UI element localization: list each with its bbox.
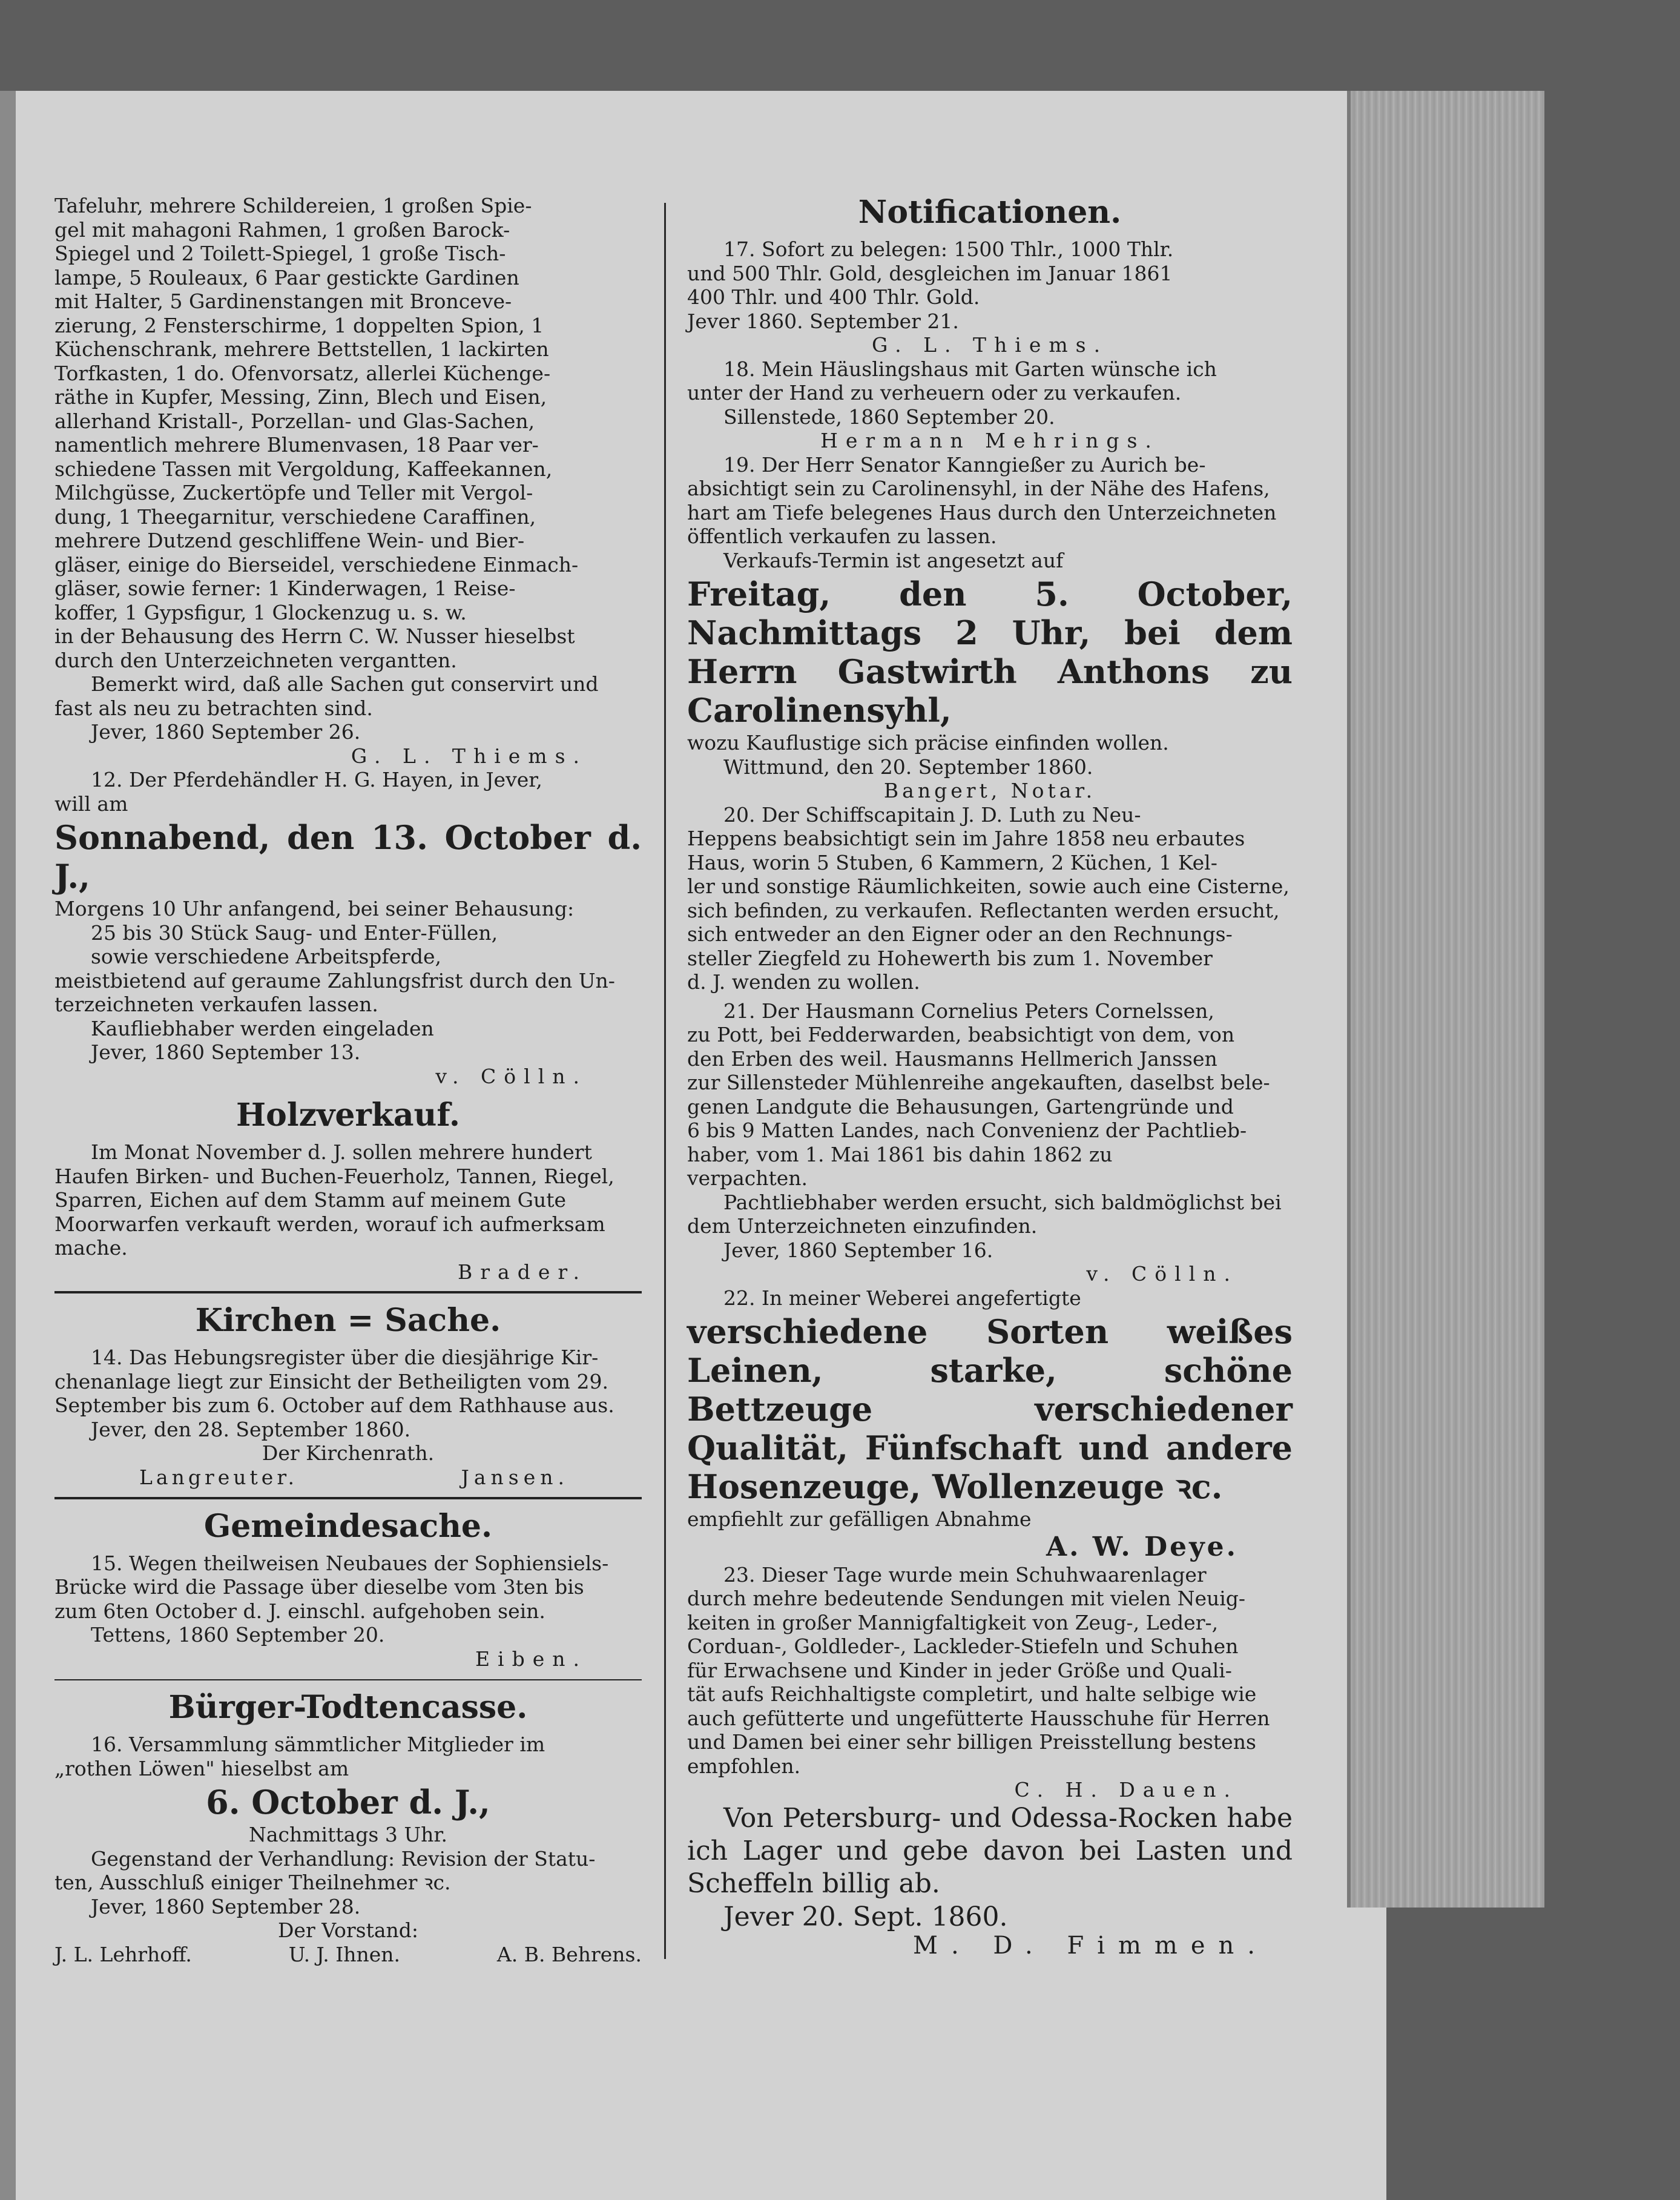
signature: Jansen. <box>461 1465 569 1489</box>
section-heading: Bürger-Todtencasse. <box>168 1689 528 1726</box>
text-line: Haus, worin 5 Stuben, 6 Kammern, 2 Küchen, 1 Kel- <box>687 850 1217 874</box>
text-line: zierung, 2 Fensterschirme, 1 doppelten Spion, 1 <box>54 313 544 337</box>
dateline: Jever, 1860 September 13. <box>91 1040 361 1064</box>
notice-20 <box>687 803 1293 994</box>
signature: G. L. Thiems. <box>351 744 587 768</box>
text-line: haber, vom 1. Mai 1861 bis dahin 1862 zu <box>687 1142 1113 1166</box>
text-line: 16. Versammlung sämmtlicher Mitglieder im <box>91 1733 545 1756</box>
signature-row <box>54 1465 642 1490</box>
section-rule <box>54 1291 642 1293</box>
right-column <box>687 194 1293 1958</box>
text-line: schiedene Tassen mit Vergoldung, Kaffeekannen, <box>54 457 553 481</box>
text-line: in der Behausung des Herrn C. W. Nusser hieselbst <box>54 624 575 648</box>
signature: M. D. Fimmen. <box>912 1931 1268 1960</box>
text-line: Gegenstand der Verhandlung: Revision der Statu- <box>91 1846 596 1871</box>
book-gutter <box>0 91 16 2200</box>
headline-date: Freitag, den 5. October, Nachmittags 2 Uhr, bei dem Herrn Gastwirth Anthons zu Carolinensyhl, <box>687 575 1293 730</box>
text-line: 17. Sofort zu belegen: 1500 Thlr., 1000 Thlr. <box>723 237 1174 261</box>
signature: A. W. Deye. <box>1046 1531 1238 1562</box>
text-line: Heppens beabsichtigt sein im Jahre 1858 neu erbautes <box>687 827 1245 850</box>
dateline: Jever, 1860 September 26. <box>91 720 361 744</box>
text-line: chenanlage liegt zur Einsicht der Betheiligten vom 29. <box>54 1369 608 1393</box>
text-line: mehrere Dutzend geschliffene Wein- und Bier- <box>54 529 525 552</box>
text-line: Verkaufs-Termin ist angesetzt auf <box>723 548 1064 572</box>
notice-22 <box>687 1286 1293 1563</box>
text-line: Der Vorstand: <box>277 1918 419 1942</box>
text-line: den Erben des weil. Hausmanns Hellmerich Janssen <box>687 1046 1217 1071</box>
text-line: steller Ziegfeld zu Hohewerth bis zum 1. November <box>687 946 1213 970</box>
signature-row <box>54 1943 642 1967</box>
text-line: Torfkasten, 1 do. Ofenvorsatz, allerlei Küchenge- <box>54 361 551 385</box>
text-line: keiten in großer Mannigfaltigkeit von Zeug-, Leder-, <box>687 1610 1219 1634</box>
text-line: 18. Mein Häuslingshaus mit Garten wünsche ich <box>723 357 1217 381</box>
section-rule <box>54 1497 642 1499</box>
text-line: Von Petersburg- und Odessa-Rocken habe ich Lager und gebe davon bei Lasten und Scheffeln billig ab. <box>687 1802 1293 1899</box>
signature: J. L. Lehrhoff. <box>54 1942 192 1966</box>
headline-products: verschiedene Sorten weißes Leinen, starke, schöne Bettzeuge verschiedener Qualität, Fünfschaft und andere Hosenzeuge, Wollenzeuge ꝛc. <box>687 1312 1293 1506</box>
text-line: 25 bis 30 Stück Saug- und Enter-Füllen, <box>91 920 498 945</box>
dateline: Tettens, 1860 September 20. <box>91 1623 385 1647</box>
text-line: Moorwarfen verkauft werden, worauf ich aufmerksam <box>54 1212 605 1236</box>
text-line: Corduan-, Goldleder-, Lackleder-Stiefeln und Schuhen <box>687 1634 1239 1658</box>
text-line: gläser, sowie ferner: 1 Kinderwagen, 1 Reise- <box>54 576 516 600</box>
text-line: sowie verschiedene Arbeitspferde, <box>91 945 442 968</box>
text-line: absichtigt sein zu Carolinensyhl, in der Nähe des Hafens, <box>687 477 1270 500</box>
text-line: empfohlen. <box>687 1754 801 1778</box>
text-line: 6 bis 9 Matten Landes, nach Convenienz der Pachtlieb- <box>687 1118 1247 1142</box>
text-line: 21. Der Hausmann Cornelius Peters Cornelssen, <box>723 999 1214 1023</box>
text-line: dung, 1 Theegarnitur, verschiedene Caraffinen, <box>54 504 536 529</box>
text-line: 23. Dieser Tage wurde mein Schuhwaarenlager <box>723 1562 1207 1587</box>
text-line: „rothen Löwen" hieselbst am <box>54 1756 349 1780</box>
text-line: 22. In meiner Weberei angefertigte <box>723 1286 1081 1310</box>
text-line: Spiegel und 2 Toilett-Spiegel, 1 große Tisch- <box>54 242 506 265</box>
text-line: gläser, einige do Bierseidel, verschiedene Einmach- <box>54 552 579 576</box>
text-line: und 500 Thlr. Gold, desgleichen im Januar 1861 <box>687 261 1173 285</box>
signature: C. H. Dauen. <box>1014 1778 1238 1802</box>
text-line: ten, Ausschluß einiger Theilnehmer ꝛc. <box>54 1871 451 1894</box>
text-line: sich befinden, zu verkaufen. Reflectanten werden ersucht, <box>687 898 1280 922</box>
text-line: Im Monat November d. J. sollen mehrere hundert <box>91 1140 592 1164</box>
text-line: tät aufs Reichhaltigste completirt, und halte selbige wie <box>687 1682 1257 1706</box>
text-line: verpachten. <box>687 1166 808 1190</box>
text-line: 19. Der Herr Senator Kanngießer zu Aurich be- <box>723 452 1206 477</box>
text-line: Morgens 10 Uhr anfangend, bei seiner Behausung: <box>54 897 575 920</box>
text-line: Küchenschrank, mehrere Bettstellen, 1 lackirten <box>54 337 549 361</box>
signature: Hermann Mehrings. <box>820 429 1159 452</box>
text-line: 400 Thlr. und 400 Thlr. Gold. <box>687 285 980 309</box>
text-line: d. J. wenden zu wollen. <box>687 970 920 994</box>
text-line: und Damen bei einer sehr billigen Preisstellung bestens <box>687 1730 1256 1754</box>
signature: Bangert, Notar. <box>883 779 1096 802</box>
text-line: mache. <box>54 1236 128 1260</box>
text-line: ler und sonstige Räumlichkeiten, sowie auch eine Cisterne, <box>687 874 1290 898</box>
text-line: Milchgüsse, Zuckertöpfe und Teller mit Vergol- <box>54 481 533 504</box>
text-line: sich entweder an den Eigner oder an den Rechnungs- <box>687 922 1233 946</box>
column-divider <box>664 203 666 1959</box>
text-line: Bemerkt wird, daß alle Sachen gut conservirt und <box>91 672 599 696</box>
dateline: Jever 1860. September 21. <box>687 309 959 333</box>
notice-18 <box>687 357 1293 453</box>
text-line: 15. Wegen theilweisen Neubaues der Sophiensiels- <box>91 1551 609 1575</box>
dateline: Wittmund, den 20. September 1860. <box>723 755 1093 779</box>
notice-16 <box>54 1689 642 1967</box>
text-line: dem Unterzeichneten einzufinden. <box>687 1214 1038 1238</box>
text-line: Pachtliebhaber werden ersucht, sich baldmöglichst bei <box>723 1190 1282 1214</box>
text-line: mit Halter, 5 Gardinenstangen mit Bronceve- <box>54 289 512 313</box>
text-line: gel mit mahagoni Rahmen, 1 großen Barock- <box>54 217 510 242</box>
signature: A. B. Behrens. <box>496 1942 642 1966</box>
text-line: für Erwachsene und Kinder in jeder Größe und Quali- <box>687 1658 1232 1682</box>
left-column <box>54 194 642 1967</box>
text-line: Kaufliebhaber werden eingeladen <box>91 1016 434 1040</box>
text-line: Haufen Birken- und Buchen-Feuerholz, Tannen, Riegel, <box>54 1164 614 1188</box>
section-heading: Notificationen. <box>858 194 1122 231</box>
signature: v. Cölln. <box>1086 1262 1238 1286</box>
dateline: Jever, 1860 September 28. <box>91 1894 361 1918</box>
signature: v. Cölln. <box>435 1064 587 1088</box>
section-heading: Holzverkauf. <box>236 1097 460 1134</box>
notice-19 <box>687 453 1293 803</box>
text-line: Der Kirchenrath. <box>262 1441 435 1465</box>
text-line: Nachmittags 3 Uhr. <box>248 1823 448 1846</box>
text-line: 20. Der Schiffscapitain J. D. Luth zu Neu- <box>723 802 1141 827</box>
dateline: Jever, 1860 September 16. <box>723 1238 993 1262</box>
notice-23 <box>687 1563 1293 1802</box>
text-line: lampe, 5 Rouleaux, 6 Paar gestickte Gardinen <box>54 265 519 289</box>
section-heading: Kirchen = Sache. <box>195 1302 501 1339</box>
text-line: allerhand Kristall-, Porzellan- und Glas-Sachen, <box>54 409 535 433</box>
text-line: 14. Das Hebungsregister über die diesjährige Kir- <box>91 1346 599 1369</box>
notice-15 <box>54 1508 642 1671</box>
text-line: namentlich mehrere Blumenvasen, 18 Paar ver- <box>54 433 539 457</box>
text-line: durch mehre bedeutende Sendungen mit vielen Neuig- <box>687 1587 1246 1610</box>
section-heading: Gemeindesache. <box>203 1507 493 1545</box>
text-line: hart am Tiefe belegenes Haus durch den Unterzeichneten <box>687 500 1277 524</box>
text-line: terzeichneten verkaufen lassen. <box>54 993 378 1016</box>
signature: Eiben. <box>475 1647 587 1671</box>
dateline: Jever, den 28. September 1860. <box>91 1417 411 1441</box>
text-line: unter der Hand zu verheuern oder zu verkaufen. <box>687 381 1182 405</box>
text-line: genen Landgute die Behausungen, Gartengründe und <box>687 1094 1234 1118</box>
book-page-edges <box>1347 91 1544 1908</box>
notice-24 <box>687 1802 1293 1958</box>
notice-21 <box>687 999 1293 1286</box>
notice-12 <box>54 768 642 1088</box>
signature: U. J. Ihnen. <box>288 1942 401 1966</box>
text-line: auch gefütterte und ungefütterte Hausschuhe für Herren <box>687 1706 1270 1730</box>
text-line: empfiehlt zur gefälligen Abnahme <box>687 1507 1032 1531</box>
text-line: durch den Unterzeichneten vergantten. <box>54 648 457 672</box>
dateline: Sillenstede, 1860 September 20. <box>723 405 1055 429</box>
signature: G. L. Thiems. <box>871 333 1108 357</box>
signature: Langreuter. <box>139 1465 298 1489</box>
text-line: fast als neu zu betrachten sind. <box>54 696 373 720</box>
text-line: räthe in Kupfer, Messing, Zinn, Blech und Eisen, <box>54 385 547 409</box>
intro-block <box>54 194 642 768</box>
text-line: Tafeluhr, mehrere Schildereien, 1 großen Spie- <box>54 194 532 217</box>
text-line: 12. Der Pferdehändler H. G. Hayen, in Jever, <box>91 768 542 791</box>
text-line: zum 6ten October d. J. einschl. aufgehoben sein. <box>54 1599 545 1623</box>
text-line: Sparren, Eichen auf dem Stamm auf meinem Gute <box>54 1188 567 1212</box>
headline-date: Sonnabend, den 13. October d. J., <box>54 818 642 896</box>
text-line: will am <box>54 791 128 816</box>
text-line: September bis zum 6. October auf dem Rathhause aus. <box>54 1393 614 1417</box>
section-rule <box>54 1679 642 1680</box>
text-line: koffer, 1 Gypsfigur, 1 Glockenzug u. s. w. <box>54 600 467 624</box>
notice-holzverkauf <box>54 1097 642 1284</box>
text-line: öffentlich verkaufen zu lassen. <box>687 524 997 548</box>
text-line: Brücke wird die Passage über dieselbe vom 3ten bis <box>54 1575 584 1599</box>
text-line: zu Pott, bei Fedderwarden, beabsichtigt von dem, von <box>687 1023 1235 1046</box>
signature: Brader. <box>458 1260 587 1284</box>
text-line: zur Sillensteder Mühlenreihe angekauften, daselbst bele- <box>687 1071 1270 1094</box>
headline-date: 6. October d. J., <box>206 1783 490 1822</box>
text-line: wozu Kauflustige sich präcise einfinden wollen. <box>687 731 1169 755</box>
dateline: Jever 20. Sept. 1860. <box>723 1901 1008 1932</box>
notice-14 <box>54 1302 642 1490</box>
text-line: meistbietend auf geraume Zahlungsfrist durch den Un- <box>54 968 615 993</box>
notice-17 <box>687 237 1293 357</box>
